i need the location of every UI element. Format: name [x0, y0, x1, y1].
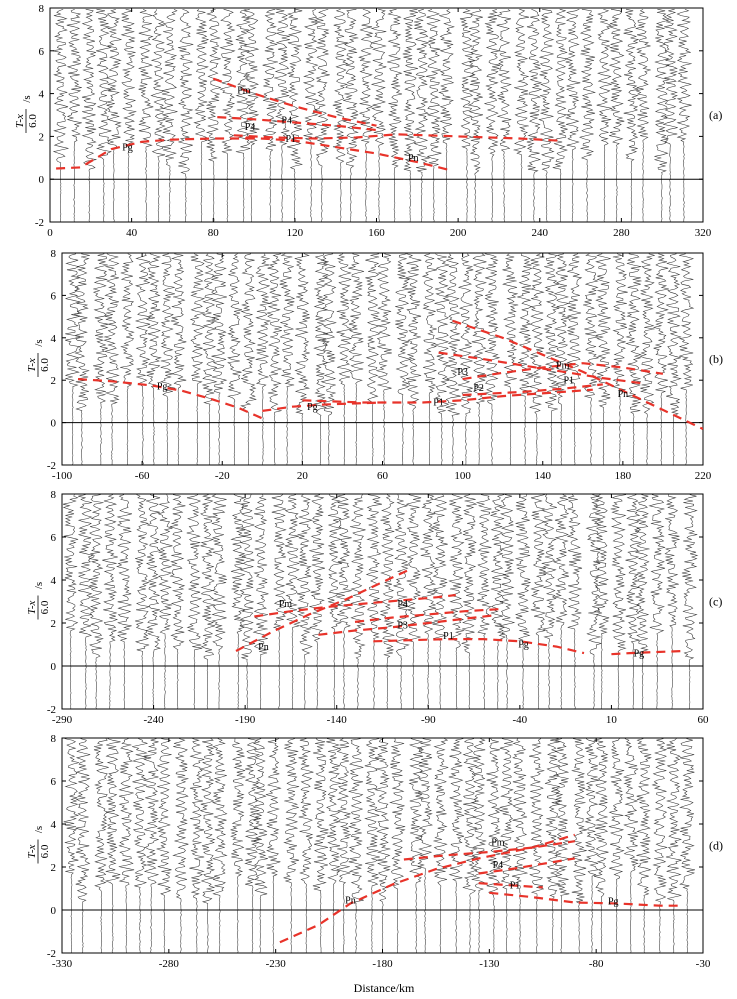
x-tick-label: -140	[326, 714, 347, 726]
seismic-trace	[403, 9, 418, 222]
seismic-trace	[122, 9, 137, 222]
seismic-trace	[333, 9, 348, 222]
seismic-trace	[136, 254, 150, 465]
seismic-trace	[139, 9, 154, 222]
seismic-trace	[365, 739, 380, 953]
x-tick-label: 10	[605, 714, 617, 726]
seismic-trace	[284, 739, 300, 953]
seismic-trace	[567, 254, 582, 465]
phase-label: P2	[473, 382, 484, 394]
seismic-trace	[555, 254, 570, 465]
y-tick-label: 4	[50, 575, 56, 587]
panel-c	[26, 489, 722, 726]
y-tick-label: -2	[46, 460, 56, 472]
seismic-trace	[256, 254, 271, 465]
seismic-trace	[89, 495, 103, 709]
x-tick-label: 160	[368, 227, 385, 239]
y-tick-label: 4	[50, 819, 56, 831]
phase-curve-pn	[280, 835, 575, 943]
seismic-trace	[449, 739, 464, 953]
seismic-trace	[63, 495, 78, 709]
seismic-trace	[435, 254, 450, 465]
seismic-trace	[406, 254, 422, 465]
x-tick-label: -280	[158, 958, 179, 970]
y-tick-label: 6	[50, 532, 56, 544]
plot-frame	[62, 253, 703, 465]
seismic-trace	[395, 254, 410, 465]
seismic-trace	[187, 495, 203, 709]
seismic-trace	[212, 495, 227, 709]
seismic-trace	[531, 495, 546, 709]
seismic-trace	[211, 254, 227, 465]
seismic-trace	[477, 495, 492, 709]
seismic-trace	[626, 495, 642, 709]
x-tick-label: 280	[613, 227, 630, 239]
phase-label: Pg	[607, 896, 619, 908]
y-label-unit: /s	[33, 825, 45, 834]
seismic-trace	[518, 254, 533, 465]
seismic-trace	[650, 495, 666, 709]
seismic-trace	[580, 9, 595, 222]
seismic-trace	[359, 9, 373, 222]
panel-label: (c)	[709, 594, 723, 609]
y-axis-label	[14, 95, 39, 133]
y-tick-label: 0	[50, 661, 56, 673]
seismic-trace	[566, 9, 581, 222]
seismic-trace	[463, 739, 477, 953]
seismic-trace	[349, 739, 364, 953]
seismic-trace	[409, 739, 423, 953]
seismic-trace	[636, 739, 651, 953]
seismic-trace	[471, 739, 486, 953]
x-tick-label: -240	[143, 714, 164, 726]
seismic-trace	[146, 495, 160, 709]
seismic-trace	[545, 739, 560, 953]
seismic-trace	[231, 495, 246, 709]
seismic-trace	[106, 739, 121, 953]
seismic-trace	[609, 739, 624, 953]
seismic-trace	[365, 254, 380, 465]
x-axis-label: Distance/km	[353, 981, 415, 995]
seismic-trace	[612, 254, 627, 465]
seismic-trace	[117, 495, 132, 709]
seismic-trace	[350, 495, 366, 709]
x-tick-label: 100	[454, 470, 471, 482]
y-label-denominator: 6.0	[27, 114, 39, 128]
y-label-denominator: 6.0	[39, 358, 51, 372]
y-label-denominator: 6.0	[39, 844, 51, 859]
seismic-trace	[376, 254, 392, 465]
x-tick-label: 40	[126, 227, 138, 239]
phase-label: Pg	[122, 142, 133, 154]
x-tick-label: 80	[207, 227, 219, 239]
seismic-trace	[423, 254, 437, 465]
phase-label: Pg	[518, 639, 529, 651]
seismic-trace	[653, 739, 668, 953]
y-axis-label	[26, 339, 51, 377]
y-tick-label: 0	[50, 905, 56, 917]
seismic-trace	[263, 9, 278, 222]
panel-a	[14, 3, 722, 239]
y-tick-label: 2	[38, 131, 44, 144]
seismic-trace	[584, 739, 599, 953]
y-label-numerator: T-x	[26, 358, 38, 372]
phase-label: P4	[397, 598, 408, 610]
phase-label: P1	[563, 375, 575, 387]
seismic-trace	[304, 9, 319, 222]
seismic-trace	[213, 739, 227, 953]
y-tick-label: 8	[50, 248, 56, 260]
seismic-trace	[280, 254, 295, 465]
phase-label: Pn	[407, 153, 419, 165]
seismic-trace	[96, 9, 111, 222]
y-tick-label: 8	[50, 733, 56, 745]
seismic-trace	[539, 9, 554, 222]
y-label-numerator: T-x	[14, 114, 26, 128]
seismic-trace	[236, 9, 251, 222]
seismic-trace	[144, 739, 159, 953]
seismic-trace	[434, 739, 449, 953]
panel-b	[26, 248, 723, 482]
phase-label: Pg	[156, 381, 168, 393]
seismic-trace	[170, 495, 185, 709]
panel-label: (d)	[709, 838, 723, 853]
seismic-trace	[157, 739, 172, 953]
phase-label: Pm	[556, 360, 570, 372]
seismic-trace	[666, 254, 681, 465]
seismic-trace	[231, 739, 246, 953]
seismic-trace	[553, 9, 568, 222]
phase-label: Pn	[617, 389, 629, 401]
y-label-unit: /s	[33, 339, 45, 347]
y-tick-label: -2	[46, 948, 56, 960]
seismic-traces	[64, 739, 695, 953]
seismic-trace	[200, 739, 214, 953]
seismic-trace	[514, 9, 529, 222]
seismic-trace	[635, 495, 649, 709]
x-tick-label: 220	[694, 470, 712, 482]
x-tick-label: -80	[588, 958, 604, 970]
seismic-trace	[542, 495, 557, 709]
phase-label: Pn	[345, 895, 356, 907]
x-tick-label: 200	[449, 227, 467, 239]
seismic-traces	[53, 9, 692, 222]
y-tick-label: 2	[50, 375, 56, 388]
seismic-trace	[201, 495, 215, 709]
x-tick-label: 60	[377, 470, 388, 482]
x-tick-label: -290	[51, 714, 73, 726]
seismic-trace	[597, 9, 612, 222]
seismic-trace	[469, 9, 483, 222]
phase-label: P1	[443, 631, 454, 643]
seismic-trace	[491, 495, 506, 709]
seismic-trace	[516, 495, 531, 709]
x-tick-label: 60	[697, 714, 709, 726]
seismic-trace	[583, 254, 599, 465]
seismic-trace	[664, 9, 678, 222]
seismic-trace	[132, 739, 147, 953]
seismic-trace	[654, 9, 669, 222]
phase-curves	[236, 569, 685, 654]
x-tick-label: 0	[47, 227, 53, 239]
seismic-trace	[348, 254, 364, 465]
seismic-trace	[173, 739, 188, 953]
seismic-trace	[624, 9, 639, 222]
seismic-trace	[119, 739, 134, 953]
seismic-trace	[254, 495, 269, 709]
seismic-trace	[314, 254, 328, 465]
y-tick-label: 2	[50, 618, 56, 630]
seismic-trace	[407, 495, 422, 709]
panel-label: (a)	[709, 108, 723, 122]
seismic-trace	[206, 9, 220, 222]
x-tick-label: -60	[134, 470, 150, 482]
seismic-trace	[446, 254, 461, 465]
y-label-numerator: T-x	[26, 600, 38, 615]
phase-curve-pg-east	[262, 403, 382, 411]
seismic-trace	[161, 254, 175, 465]
seismic-trace	[654, 254, 669, 465]
panel-label: (b)	[709, 352, 723, 366]
x-tick-label: -40	[512, 714, 528, 726]
phase-label: Pg	[633, 648, 645, 660]
seismic-trace	[418, 739, 432, 953]
y-label-numerator: T-x	[26, 844, 38, 859]
seismic-trace	[449, 495, 464, 709]
seismic-trace	[665, 495, 680, 709]
seismic-trace	[74, 254, 90, 465]
x-tick-label: -230	[265, 958, 286, 970]
y-axis-label	[26, 582, 51, 620]
phase-label: Pm	[278, 598, 293, 610]
x-tick-label: 20	[296, 470, 308, 482]
seismic-trace	[554, 495, 569, 709]
seismic-trace	[572, 739, 587, 953]
x-tick-label: -100	[51, 470, 73, 482]
x-tick-label: -20	[214, 470, 230, 482]
seismic-trace	[439, 9, 454, 222]
seismic-trace	[76, 739, 91, 953]
y-label-denominator: 6.0	[39, 600, 51, 615]
seismic-trace	[120, 254, 134, 465]
seismic-trace	[203, 254, 217, 465]
phase-curve-pg	[489, 893, 681, 906]
phase-label: Pm	[237, 85, 251, 97]
seismic-trace	[343, 9, 358, 222]
y-tick-label: 6	[50, 776, 56, 788]
seismic-trace	[151, 9, 166, 222]
phase-label: Pn	[258, 641, 269, 653]
seismic-trace	[433, 495, 448, 709]
phase-label: P1	[285, 133, 297, 145]
seismic-trace	[245, 739, 260, 953]
y-tick-label: -2	[34, 217, 44, 229]
y-tick-label: 6	[38, 45, 44, 58]
seismic-trace	[568, 495, 582, 709]
phase-label: P3	[457, 366, 468, 378]
seismic-trace	[371, 9, 386, 222]
y-axis-label	[26, 826, 51, 864]
seismic-trace	[624, 739, 638, 953]
phase-label: P4	[244, 121, 256, 133]
phase-label: P1	[509, 880, 521, 892]
seismic-trace	[609, 9, 624, 222]
y-tick-label: 0	[50, 417, 56, 430]
y-tick-label: 0	[38, 174, 44, 187]
x-tick-label: -30	[695, 958, 711, 970]
seismic-trace	[611, 495, 626, 709]
y-tick-label: 2	[50, 862, 56, 874]
seismic-trace	[682, 495, 697, 709]
seismic-trace	[67, 9, 82, 222]
seismic-trace	[244, 9, 259, 222]
seismic-trace	[267, 254, 282, 465]
phase-curve-pg	[611, 651, 684, 654]
seismic-trace	[503, 254, 519, 465]
seismic-trace	[94, 739, 109, 953]
seismic-trace	[458, 254, 473, 465]
x-tick-label: 320	[694, 227, 712, 239]
seismic-trace	[135, 495, 149, 709]
seismic-trace	[390, 739, 405, 953]
x-tick-label: -130	[479, 958, 500, 970]
seismic-trace	[266, 739, 281, 953]
panel-d	[26, 733, 723, 970]
seismic-trace	[162, 9, 178, 222]
x-tick-label: 180	[614, 470, 632, 482]
phase-label: P1	[433, 397, 444, 409]
seismic-trace	[104, 254, 119, 465]
x-tick-label: 120	[286, 227, 304, 239]
seismic-trace	[171, 254, 186, 465]
seismic-trace	[462, 495, 477, 709]
phase-label: Pm	[491, 837, 505, 849]
phase-label: P3	[397, 620, 408, 632]
seismic-trace	[414, 9, 429, 222]
seismic-trace	[178, 9, 193, 222]
seismic-trace	[102, 495, 118, 709]
phase-curves	[78, 321, 703, 429]
phase-label: P4	[281, 115, 292, 127]
seismic-trace	[554, 739, 570, 953]
y-tick-label: 8	[38, 3, 44, 15]
seismic-trace	[679, 254, 693, 465]
y-label-unit: /s	[21, 95, 33, 103]
seismic-trace	[594, 739, 609, 953]
seismic-trace	[241, 254, 256, 465]
seismic-trace	[680, 739, 695, 953]
seismic-trace	[326, 739, 341, 953]
seismic-trace	[297, 495, 312, 709]
x-tick-label: 140	[534, 470, 551, 482]
seismic-traces	[65, 254, 693, 465]
seismic-trace	[299, 739, 314, 953]
x-tick-label: 240	[531, 227, 548, 239]
seismic-trace	[527, 9, 542, 222]
x-tick-label: -90	[420, 714, 436, 726]
x-tick-label: -180	[372, 958, 393, 970]
y-tick-label: -2	[46, 704, 56, 716]
y-tick-label: 8	[50, 489, 56, 501]
seismic-trace	[666, 739, 682, 953]
x-tick-label: -330	[51, 958, 73, 970]
seismic-trace	[309, 495, 325, 709]
seismic-trace	[484, 9, 500, 222]
seismic-trace	[640, 254, 655, 465]
seismic-trace	[497, 9, 512, 222]
seismic-trace	[53, 9, 69, 222]
seismic-trace	[587, 495, 602, 709]
seismic-trace	[228, 254, 242, 465]
seismic-trace	[191, 254, 205, 465]
seismic-trace	[677, 9, 691, 222]
seismic-trace	[509, 739, 527, 953]
seismic-trace	[107, 9, 122, 222]
seismic-trace	[596, 254, 611, 465]
seismic-trace	[64, 739, 79, 953]
seismic-trace	[295, 254, 310, 465]
y-tick-label: 4	[50, 332, 56, 345]
seismic-trace	[426, 9, 442, 222]
seismic-trace	[636, 9, 651, 222]
seismic-trace	[93, 254, 108, 465]
seismic-trace	[220, 9, 234, 222]
phase-label: P4	[492, 860, 504, 872]
y-tick-label: 6	[50, 290, 56, 303]
x-tick-label: -190	[235, 714, 256, 726]
phase-label: Pg	[307, 401, 318, 413]
seismic-trace	[387, 9, 402, 222]
seismic-trace	[530, 254, 545, 465]
seismic-trace	[82, 9, 97, 222]
y-label-unit: /s	[33, 581, 45, 590]
seismic-trace	[626, 254, 641, 465]
seismic-trace	[194, 9, 208, 222]
y-tick-label: 4	[38, 88, 44, 101]
